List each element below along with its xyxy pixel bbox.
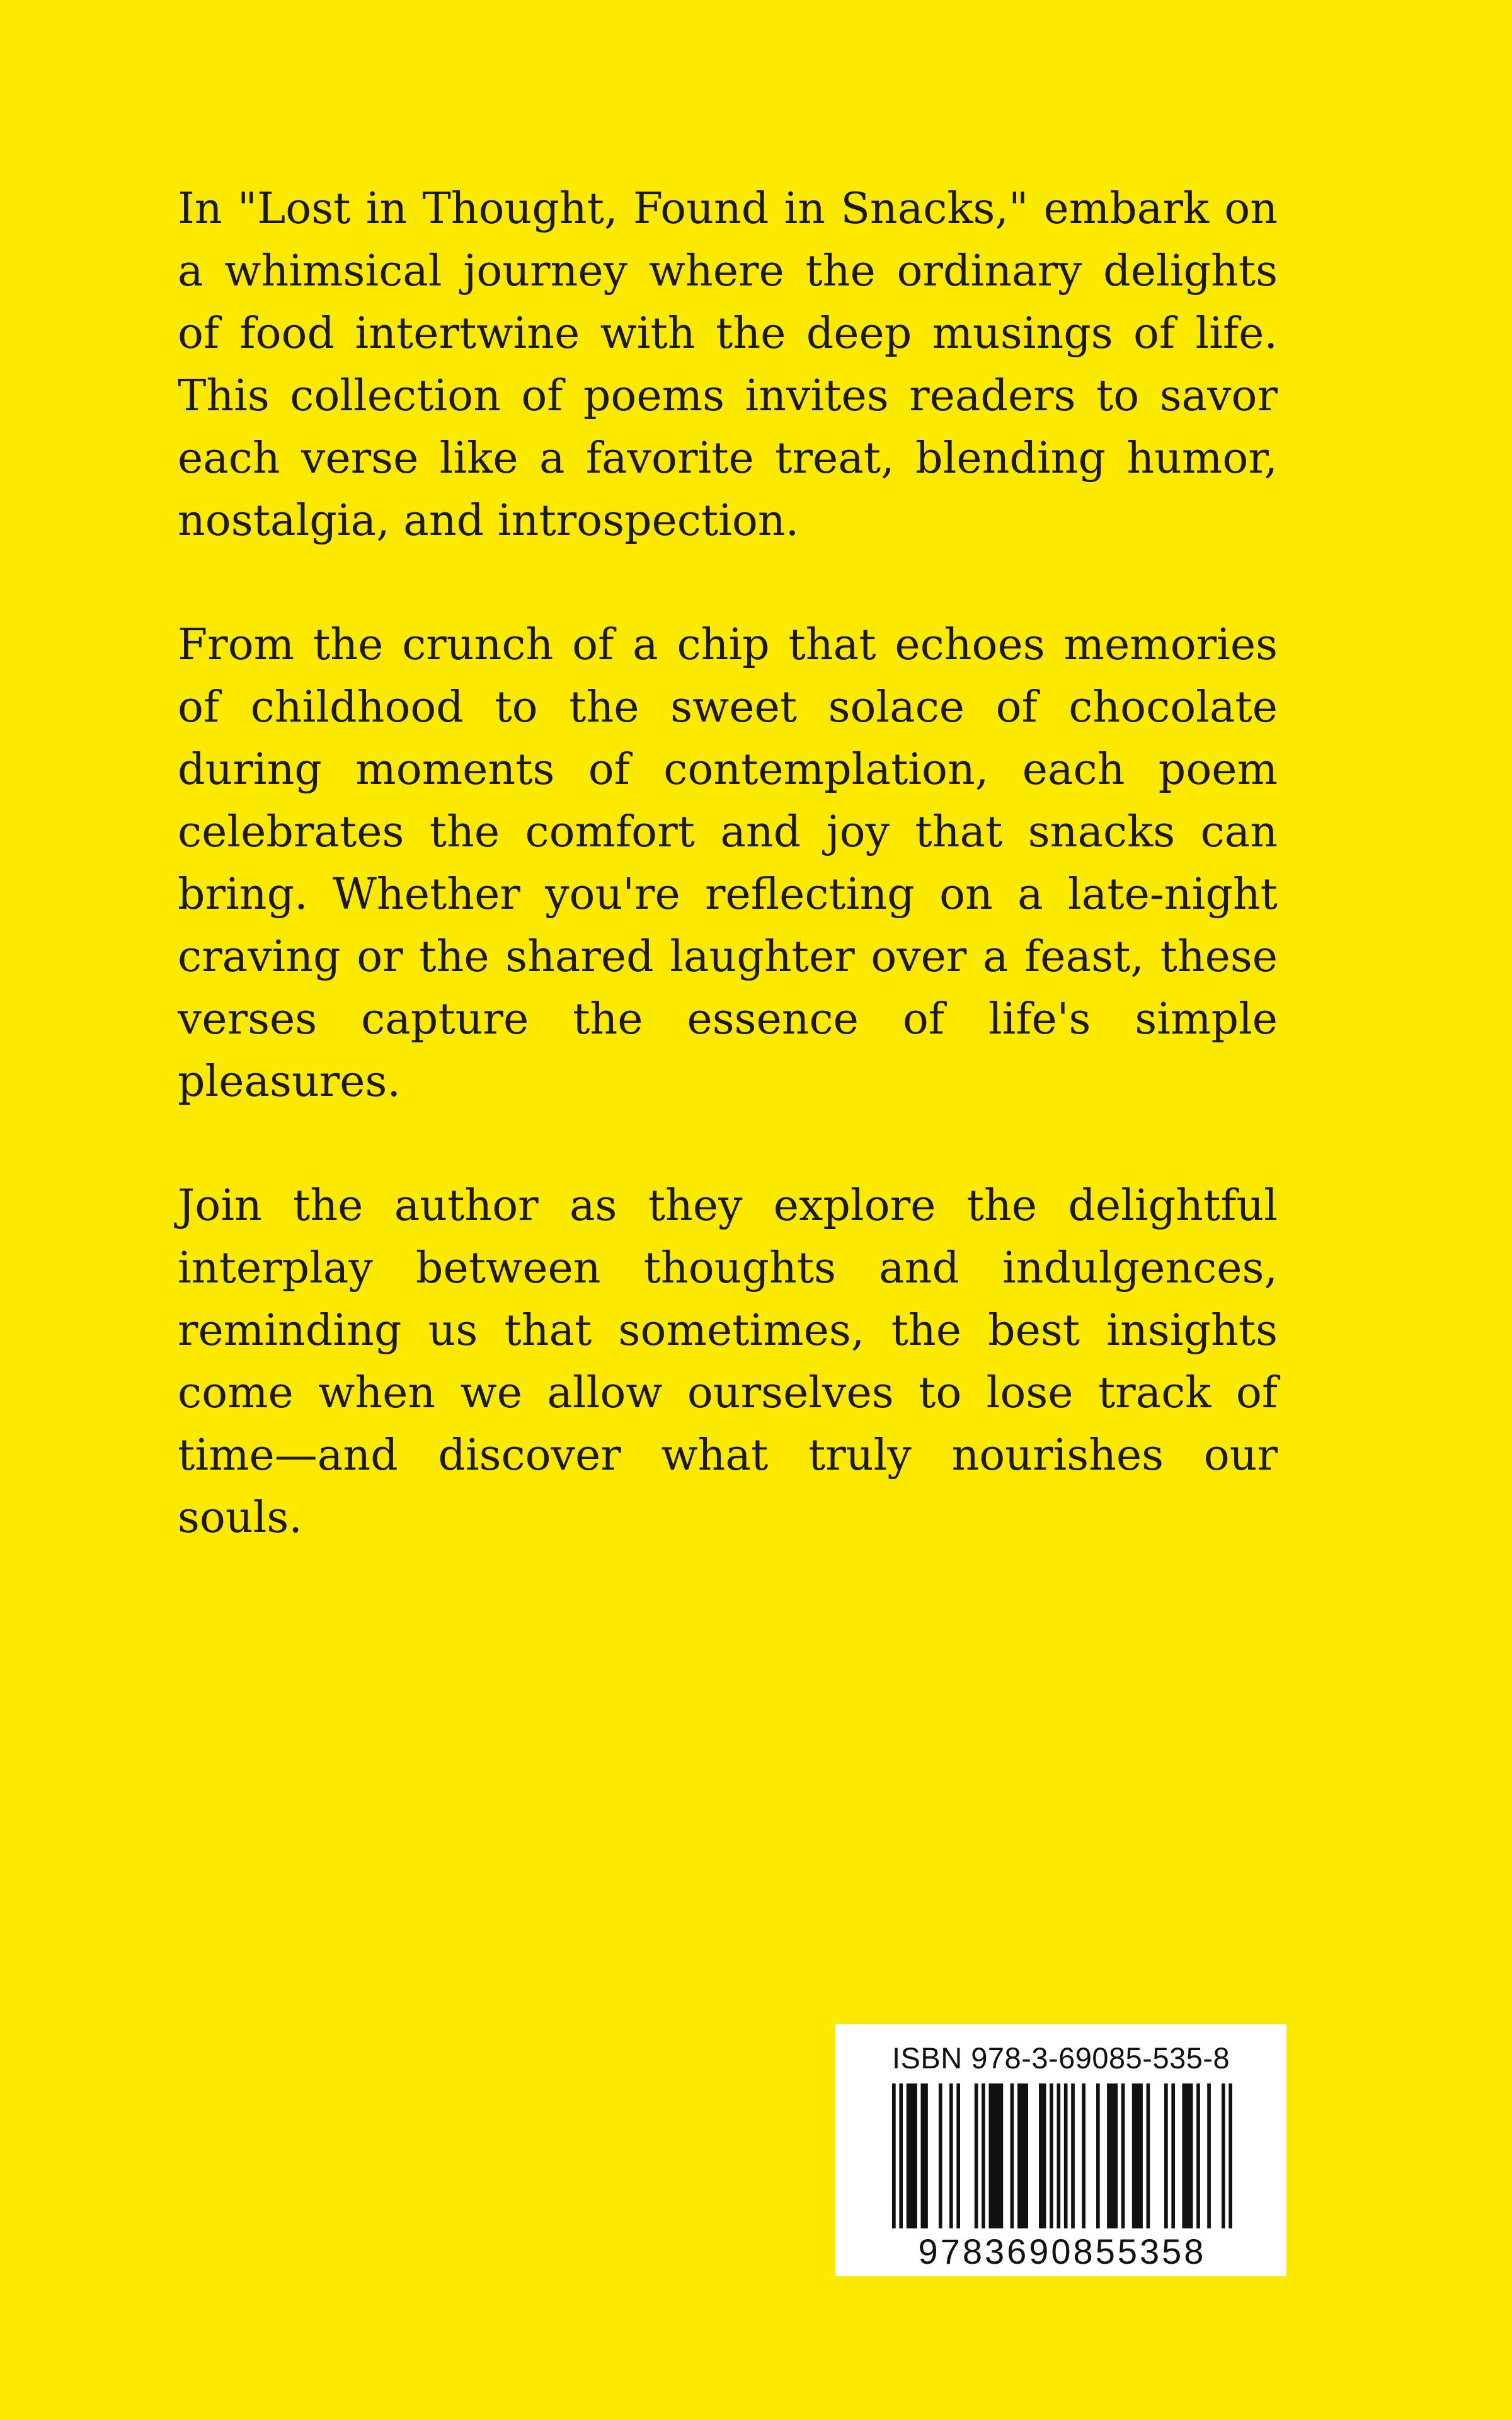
- isbn-label: ISBN 978-3-69085-535-8: [892, 2041, 1230, 2075]
- barcode-bar: [1071, 2083, 1075, 2228]
- barcode-bar: [939, 2083, 942, 2228]
- barcode-bar: [1050, 2083, 1053, 2228]
- barcode-bar: [920, 2083, 927, 2228]
- barcode-number: 9783690855358: [918, 2232, 1206, 2271]
- barcode-bar: [892, 2083, 896, 2228]
- barcode-bar: [1096, 2083, 1100, 2228]
- barcode-bar: [1196, 2083, 1200, 2228]
- blurb-paragraph-3: Join the author as they explore the delightful interplay between thoughts and indulgences, reminding us that sometimes, the best insights come when we allow ourselves to lose track of time—and discover what truly nourishes our souls.: [178, 1181, 1278, 1543]
- barcode-bar: [1222, 2083, 1225, 2228]
- barcode-bar: [1011, 2083, 1014, 2228]
- barcode-bar: [1064, 2083, 1068, 2228]
- barcode-bar: [949, 2083, 953, 2228]
- blurb-paragraph-2: From the crunch of a chip that echoes memories of childhood to the sweet solace of chocolate during moments of contemplation, each poem celebrates the comfort and joy that snacks can bring. Whether you're reflecting on a late-night craving or the shared laughter over a feast, these verses capture the essence of life's simple pleasures.: [178, 620, 1278, 1107]
- barcode-bar: [1057, 2083, 1060, 2228]
- barcode-bar: [1207, 2083, 1211, 2228]
- barcode-bar: [1107, 2083, 1118, 2228]
- back-cover-blurb: [178, 178, 1278, 1611]
- barcode-bar: [1147, 2083, 1150, 2228]
- barcode-bar: [1039, 2083, 1046, 2228]
- isbn-barcode-box: [835, 2024, 1286, 2276]
- barcode-bar: [1182, 2083, 1193, 2228]
- barcode-bar: [956, 2083, 960, 2228]
- barcode-bar: [1082, 2083, 1085, 2228]
- barcode-bar: [1017, 2083, 1028, 2228]
- barcode-bar: [1171, 2083, 1175, 2228]
- barcode-bar: [988, 2083, 1003, 2228]
- barcode-bar: [1164, 2083, 1168, 2228]
- barcode-bar: [975, 2083, 978, 2228]
- barcode-bar: [982, 2083, 985, 2228]
- barcode-icon: [892, 2083, 1232, 2228]
- barcode-bar: [1228, 2083, 1232, 2228]
- barcode-bar: [1132, 2083, 1143, 2228]
- barcode-bar: [899, 2083, 903, 2228]
- barcode-bar: [1121, 2083, 1125, 2228]
- blurb-paragraph-1: In "Lost in Thought, Found in Snacks," embark on a whimsical journey where the ordinary delights of food intertwine with the deep musings of life. This collection of poems invites readers to savor each verse like a favorite treat, blending humor, nostalgia, and introspection.: [178, 184, 1278, 546]
- barcode-bar: [907, 2083, 917, 2228]
